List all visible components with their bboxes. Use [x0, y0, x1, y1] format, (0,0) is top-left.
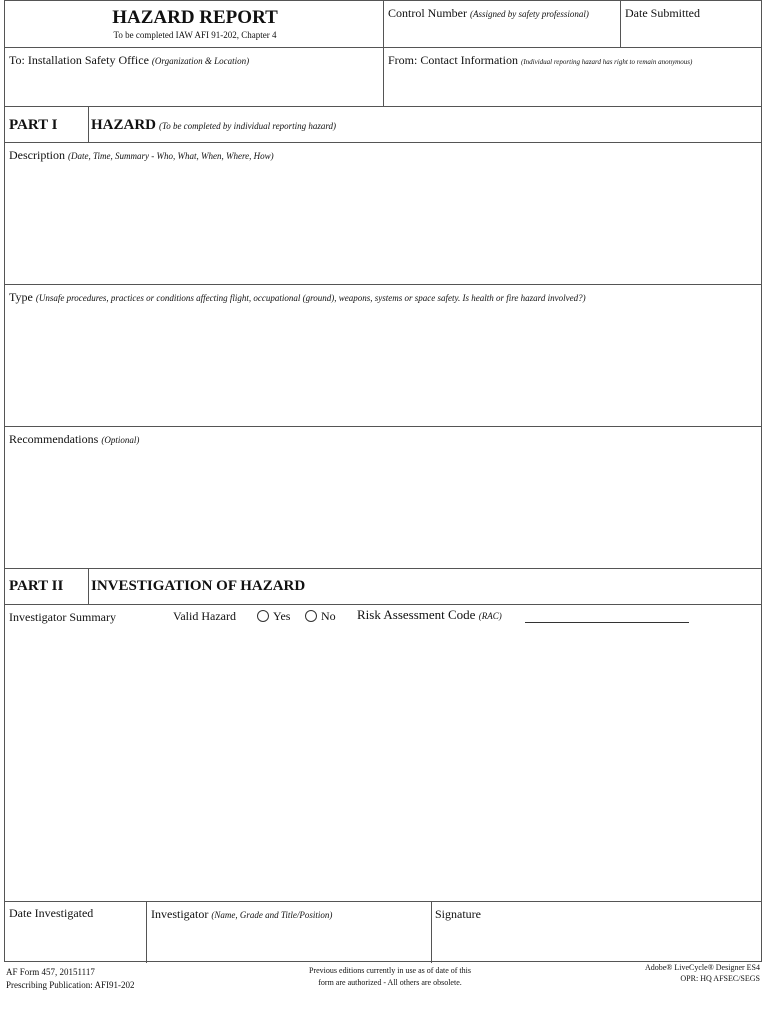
- editions-note-line2: form are authorized - All others are obsolete.: [318, 978, 462, 987]
- rac-note: (RAC): [478, 611, 502, 621]
- signature-label: Signature: [435, 907, 481, 921]
- form-title: HAZARD REPORT: [112, 7, 278, 28]
- recommendations-label: Recommendations (Optional): [9, 432, 140, 446]
- designer-credit: Adobe® LiveCycle® Designer ES4: [644, 963, 760, 972]
- date-submitted-field[interactable]: [625, 25, 755, 43]
- investigator-summary-label: Investigator Summary: [9, 610, 116, 624]
- description-label: Description (Date, Time, Summary - Who, What, When, Where, How): [9, 148, 274, 162]
- from-note: (Individual reporting hazard has right to remain anonymous): [520, 58, 693, 66]
- recommendations-field[interactable]: [9, 450, 755, 563]
- part1-note: (To be completed by individual reporting hazard): [159, 121, 336, 131]
- date-investigated-label: Date Investigated: [9, 906, 94, 920]
- to-label: To: Installation Safety Office (Organization & Location): [9, 53, 250, 67]
- part1-label: PART I: [9, 117, 58, 133]
- description-field[interactable]: [9, 166, 755, 280]
- rac-label: Risk Assessment Code (RAC): [357, 607, 502, 622]
- editions-note-line1: Previous editions currently in use as of date of this: [309, 966, 471, 975]
- valid-hazard-no-radio[interactable]: No: [305, 609, 336, 624]
- valid-hazard-label: Valid Hazard: [173, 609, 236, 623]
- rac-field[interactable]: [525, 607, 689, 623]
- recommendations-note: (Optional): [101, 435, 140, 445]
- prescribing-publication: Prescribing Publication: AFI91-202: [6, 980, 135, 990]
- valid-hazard-yes-radio[interactable]: Yes: [257, 609, 290, 624]
- part1-title: HAZARD (To be completed by individual reporting hazard): [91, 117, 336, 133]
- opr-credit: OPR: HQ AFSEC/SEGS: [680, 974, 760, 983]
- control-number-note: (Assigned by safety professional): [470, 9, 589, 19]
- form-id: AF Form 457, 20151117: [6, 967, 95, 977]
- investigator-note: (Name, Grade and Title/Position): [211, 910, 333, 920]
- investigator-summary-field[interactable]: [9, 629, 755, 897]
- investigator-label: Investigator (Name, Grade and Title/Position): [151, 907, 333, 921]
- type-label: Type (Unsafe procedures, practices or conditions affecting flight, occupational (ground), weapons, systems or space safety. Is health or fire hazard involved?): [9, 290, 586, 304]
- radio-yes-circle[interactable]: [257, 610, 269, 622]
- part2-label: PART II: [9, 578, 64, 594]
- from-field[interactable]: [388, 71, 756, 103]
- signature-field[interactable]: [435, 925, 755, 957]
- date-submitted-label: Date Submitted: [625, 6, 700, 20]
- investigator-field[interactable]: [151, 925, 425, 957]
- type-field[interactable]: [9, 308, 755, 422]
- part2-title: INVESTIGATION OF HAZARD: [91, 578, 306, 594]
- control-number-field[interactable]: [388, 25, 616, 43]
- type-note: (Unsafe procedures, practices or conditions affecting flight, occupational (ground), weapons, systems or space safety. Is health or fire hazard involved?): [35, 293, 586, 303]
- description-note: (Date, Time, Summary - Who, What, When, Where, How): [68, 151, 274, 161]
- to-note: (Organization & Location): [151, 56, 250, 66]
- hazard-report-form: [4, 0, 762, 962]
- from-label: From: Contact Information (Individual reporting hazard has right to remain anonymous): [388, 53, 693, 67]
- radio-no-circle[interactable]: [305, 610, 317, 622]
- to-field[interactable]: [9, 71, 377, 103]
- control-number-label: Control Number (Assigned by safety professional): [388, 6, 589, 20]
- form-subtitle: To be completed IAW AFI 91-202, Chapter 4: [113, 30, 277, 40]
- date-investigated-field[interactable]: [9, 925, 141, 957]
